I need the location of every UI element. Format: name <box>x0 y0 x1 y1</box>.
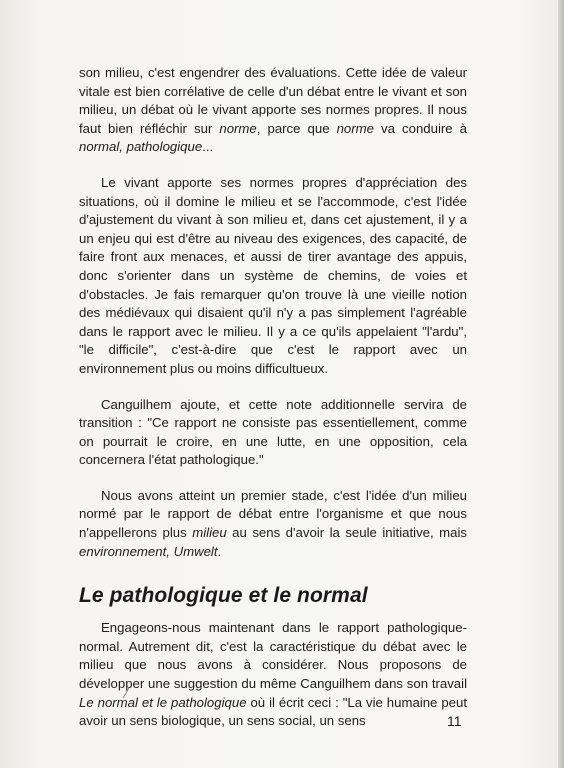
paragraph-1-segment-6: ... <box>202 139 214 155</box>
section-heading: Le pathologique et le normal <box>79 584 368 608</box>
paragraph-4-segment-3: environnement, Umwelt <box>79 543 218 559</box>
paragraph-1-segment-3: norme <box>336 120 374 136</box>
paragraph-1-segment-0: son milieu, c'est engendrer des évaluations. Cette idée de valeur vitale est bien corrélative de celle d'un débat entre le vivant et son milieu, un débat où le vivant apporte ses normes propres. Il nous faut bien réfléchir sur <box>79 65 467 136</box>
paragraph-4-segment-4: . <box>217 543 222 559</box>
paragraph-2-segment-0: Le vivant apporte ses normes propres d'appréciation des situations, où il domine le milieu et se l'accommode, c'est l'idée d'ajustement du vivant à son milieu et, dans cet ajustement, il y a un enjeu qui est d'être au niveau des exigences, des capacité, de faire front aux menaces, et aussi de tirer avantage des appuis, donc s'orienter dans un système de chemins, de voies et d'obstacles. Je fais remarquer qu'on trouve là une vieille notion des médiévaux qui disaient qu'il n'y a pas simplement l'agréable dans le rapport avec le milieu. Il y a ce qu'ils appelaient "l'ardu", "le difficile", c'est-à-dire que c'est le rapport avec un environnement plus ou moins difficultueux. <box>79 174 467 376</box>
paragraph-1-segment-5: normal, pathologique <box>79 139 203 155</box>
paragraph-1-segment-2: , parce que <box>256 120 337 136</box>
paragraph-5-segment-1: Le normal et le pathologique <box>79 694 247 710</box>
paragraph-5-segment-2: où il écrit ceci : "La vie humaine peut avoir un sens biologique, un sens social, un sens <box>79 694 467 729</box>
paragraph-4 <box>79 487 467 561</box>
paragraph-4-segment-2: au sens d'avoir la seule initiative, mais <box>226 525 467 541</box>
text-column <box>79 64 467 731</box>
paragraph-1 <box>79 64 467 157</box>
paragraph-5 <box>79 619 467 731</box>
paragraph-1-segment-1: norme <box>219 120 257 136</box>
page-binding-edge <box>558 0 564 768</box>
paragraph-3-segment-0: Canguilhem ajoute, et cette note additionnelle servira de transition : "Ce rapport ne consiste pas essentiellement, comme on pourrait le croire, en une lutte, en une opposition, cela concernera l'état pathologique." <box>79 396 467 468</box>
paragraph-1-segment-4: va conduire à <box>373 120 467 136</box>
paragraph-4-segment-0: Nous avons atteint un premier stade, c'est l'idée d'un milieu normé par le rapport de débat entre l'organisme et que nous n'appellerons plus <box>79 487 467 541</box>
paragraph-5-segment-0: Engageons-nous maintenant dans le rapport pathologique-normal. Autrement dit, c'est la caractéristique du débat avec le milieu que nous avons à considérer. Nous proposons de développer une suggestion du même Canguilhem dans son travail <box>79 620 467 692</box>
page-number: 11 <box>447 713 462 729</box>
paragraph-2 <box>79 174 467 379</box>
paragraph-4-segment-1: milieu <box>192 525 227 541</box>
ink-mark <box>120 686 132 700</box>
paragraph-3 <box>79 396 467 470</box>
